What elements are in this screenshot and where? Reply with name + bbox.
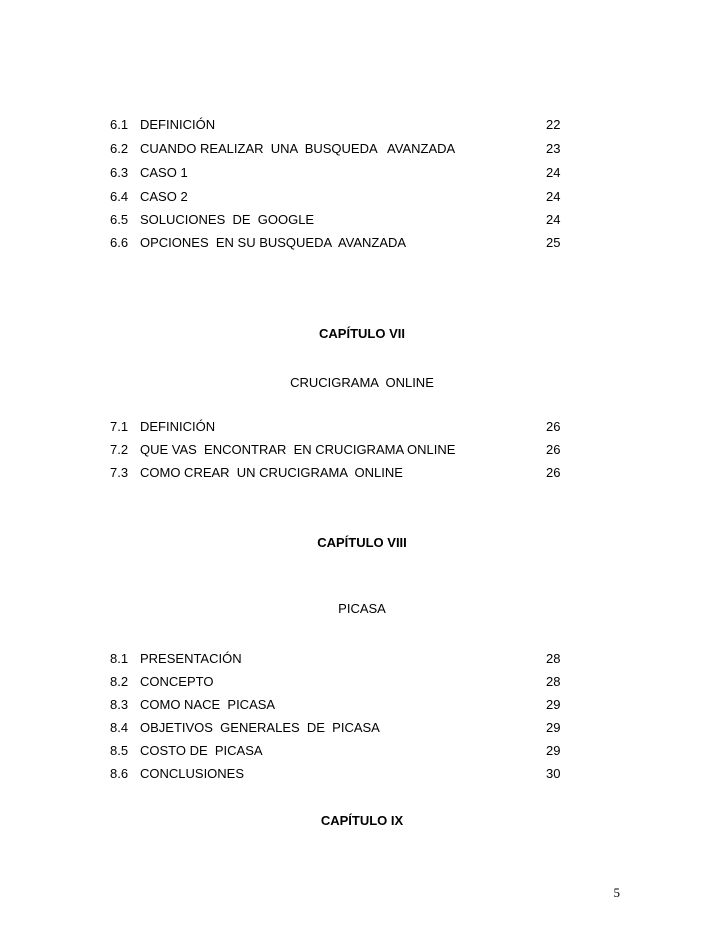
- entry-number: 6.2: [110, 141, 129, 156]
- entry-page: 29: [546, 697, 561, 712]
- entry-page: 26: [546, 419, 561, 434]
- entry-number: 7.3: [110, 465, 129, 480]
- entry-number: 8.3: [110, 697, 129, 712]
- toc-entry: [110, 188, 570, 206]
- entry-title: OBJETIVOS GENERALES DE PICASA: [140, 720, 380, 735]
- entry-page: 28: [546, 674, 561, 689]
- entry-number: 6.3: [110, 165, 129, 180]
- entry-page: 24: [546, 212, 561, 227]
- entry-number: 8.6: [110, 766, 129, 781]
- entry-number: 6.5: [110, 212, 129, 227]
- entry-page: 29: [546, 720, 561, 735]
- chapter-heading: CAPÍTULO VII: [319, 326, 405, 341]
- entry-title: CASO 2: [140, 189, 188, 204]
- entry-page: 24: [546, 189, 561, 204]
- entry-title: COMO CREAR UN CRUCIGRAMA ONLINE: [140, 465, 403, 480]
- entry-page: 26: [546, 442, 561, 457]
- entry-page: 30: [546, 766, 561, 781]
- chapter-heading: CAPÍTULO VIII: [317, 535, 407, 550]
- entry-title: SOLUCIONES DE GOOGLE: [140, 212, 315, 227]
- entry-number: 6.6: [110, 235, 129, 250]
- entry-number: 8.5: [110, 743, 129, 758]
- toc-entry: [110, 742, 570, 760]
- entry-number: 7.2: [110, 442, 129, 457]
- toc-entry: [110, 696, 570, 714]
- entry-title: COSTO DE PICASA: [140, 743, 263, 758]
- chapter-heading: CAPÍTULO IX: [320, 813, 404, 828]
- chapter-subtitle: CRUCIGRAMA ONLINE: [290, 375, 434, 390]
- entry-title: DEFINICIÓN: [140, 419, 216, 434]
- entry-page: 28: [546, 651, 561, 666]
- entry-title: CUANDO REALIZAR UNA BUSQUEDA AVANZADA: [140, 141, 456, 156]
- entry-page: 22: [546, 117, 561, 132]
- toc-entry: [110, 441, 570, 459]
- chapter-subtitle: PICASA: [338, 601, 386, 616]
- toc-entry: [110, 719, 570, 737]
- entry-title: DEFINICIÓN: [140, 117, 216, 132]
- entry-page: 23: [546, 141, 561, 156]
- entry-number: 8.1: [110, 651, 129, 666]
- entry-title: CASO 1: [140, 165, 188, 180]
- toc-entry: [110, 116, 570, 134]
- entry-title: CONCEPTO: [140, 674, 214, 689]
- entry-page: 25: [546, 235, 561, 250]
- entry-title: QUE VAS ENCONTRAR EN CRUCIGRAMA ONLINE: [140, 442, 456, 457]
- entry-number: 7.1: [110, 419, 129, 434]
- entry-page: 24: [546, 165, 561, 180]
- entry-number: 8.2: [110, 674, 129, 689]
- toc-entry: [110, 234, 570, 252]
- toc-entry: [110, 464, 570, 482]
- entry-number: 6.4: [110, 189, 129, 204]
- toc-entry: [110, 650, 570, 668]
- toc-entry: [110, 673, 570, 691]
- toc-entry: [110, 211, 570, 229]
- page-number: 5: [613, 885, 620, 900]
- toc-entry: [110, 418, 570, 436]
- entry-page: 29: [546, 743, 561, 758]
- entry-title: COMO NACE PICASA: [140, 697, 276, 712]
- entry-page: 26: [546, 465, 561, 480]
- entry-title: PRESENTACIÓN: [140, 651, 242, 666]
- toc-entry: [110, 140, 570, 158]
- entry-number: 8.4: [110, 720, 129, 735]
- toc-entry: [110, 765, 570, 783]
- entry-title: OPCIONES EN SU BUSQUEDA AVANZADA: [140, 235, 407, 250]
- entry-title: CONCLUSIONES: [140, 766, 245, 781]
- toc-entry: [110, 164, 570, 182]
- entry-number: 6.1: [110, 117, 129, 132]
